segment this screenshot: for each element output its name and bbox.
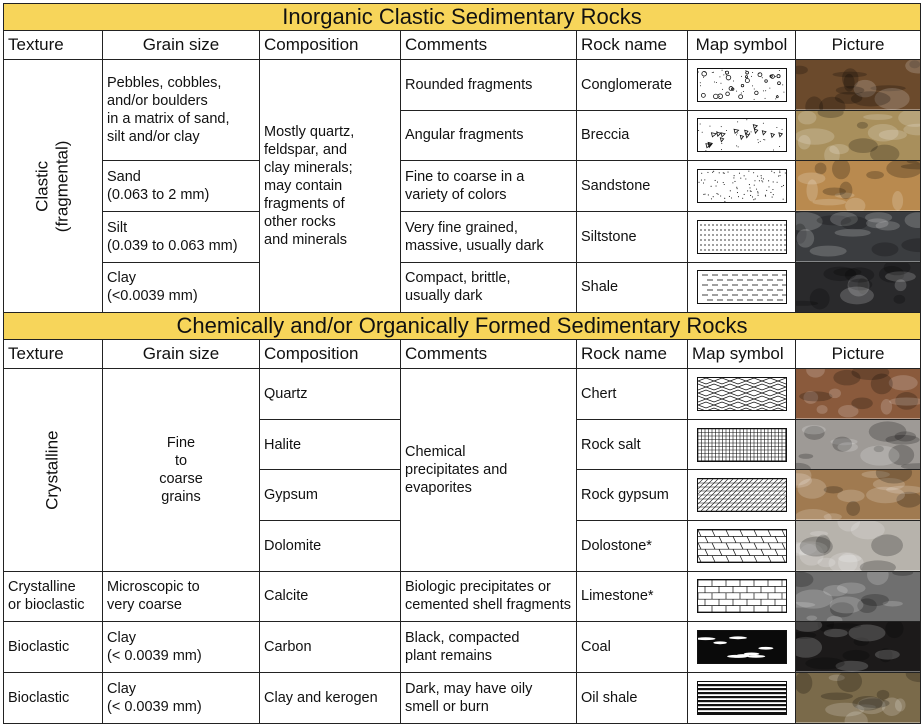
picture-other-0 (796, 572, 920, 622)
chemical-header-0: Texture (4, 340, 103, 369)
composition-0: Quartz (260, 369, 401, 420)
grain-size-gravel: Pebbles, cobbles, and/or boulders in a matrix of sand, silt and/or clay (103, 60, 260, 161)
grain-other-1: Clay (< 0.0039 mm) (103, 622, 260, 673)
rock-name-other-1: Coal (577, 622, 688, 673)
clastic-section-title: Inorganic Clastic Sedimentary Rocks (4, 4, 921, 31)
picture-breccia (796, 111, 920, 161)
picture-crystalline-3 (796, 521, 920, 571)
picture-crystalline-1 (796, 420, 920, 470)
clastic-header-5: Map symbol (688, 31, 796, 60)
rock-name-other-0: Limestone* (577, 571, 688, 622)
composition-other-1: Carbon (260, 622, 401, 673)
crystalline-texture-label: Crystalline (4, 369, 103, 572)
picture-shale (796, 263, 920, 313)
picture-crystalline-2 (796, 470, 920, 520)
crystalline-comment: Chemical precipitates and evaporites (401, 369, 577, 572)
rock-name-shale: Shale (577, 262, 688, 313)
picture-other-1 (796, 622, 920, 672)
grain-other-0: Microscopic to very coarse (103, 571, 260, 622)
rocks-table (3, 3, 921, 724)
grain-size-sand: Sand (0.063 to 2 mm) (103, 161, 260, 212)
composition-other-2: Clay and kerogen (260, 672, 401, 723)
comment-other-2: Dark, may have oily smell or burn (401, 672, 577, 723)
composition-2: Gypsum (260, 470, 401, 521)
breccia-pattern (697, 118, 787, 152)
grain-size-clay: Clay (<0.0039 mm) (103, 262, 260, 313)
rock-name-crystalline-1: Rock salt (577, 419, 688, 470)
chemical-header-2: Composition (260, 340, 401, 369)
comment-siltstone: Very fine grained, massive, usually dark (401, 211, 577, 262)
comment-other-0: Biologic precipitates or cemented shell fragments (401, 571, 577, 622)
picture-crystalline-0 (796, 369, 920, 419)
rock-salt-pattern (697, 428, 787, 462)
oil-shale-pattern (697, 681, 787, 715)
comment-other-1: Black, compacted plant remains (401, 622, 577, 673)
limestone-pattern (697, 579, 787, 613)
rock-name-siltstone: Siltstone (577, 211, 688, 262)
clastic-header-1: Grain size (103, 31, 260, 60)
grain-size-silt: Silt (0.039 to 0.063 mm) (103, 211, 260, 262)
rock-name-breccia: Breccia (577, 110, 688, 161)
clastic-header-6: Picture (796, 31, 921, 60)
clastic-texture-label: Clastic (fragmental) (4, 60, 103, 313)
clastic-header-3: Comments (401, 31, 577, 60)
rock-gypsum-pattern (697, 478, 787, 512)
shale-pattern (697, 270, 787, 304)
picture-sandstone (796, 161, 920, 211)
chemical-header-6: Picture (796, 340, 921, 369)
rock-name-sandstone: Sandstone (577, 161, 688, 212)
composition-3: Dolomite (260, 521, 401, 572)
siltstone-pattern (697, 220, 787, 254)
composition-1: Halite (260, 419, 401, 470)
clastic-header-2: Composition (260, 31, 401, 60)
texture-other-1: Bioclastic (4, 622, 103, 673)
dolostone-pattern (697, 529, 787, 563)
rock-name-crystalline-2: Rock gypsum (577, 470, 688, 521)
clastic-header-4: Rock name (577, 31, 688, 60)
picture-other-2 (796, 673, 920, 723)
composition-other-0: Calcite (260, 571, 401, 622)
chemical-header-5: Map symbol (688, 340, 796, 369)
crystalline-grain-size: Fine to coarse grains (103, 369, 260, 572)
picture-conglomerate (796, 60, 920, 110)
conglomerate-pattern (697, 68, 787, 102)
texture-other-0: Crystalline or bioclastic (4, 571, 103, 622)
chert-pattern (697, 377, 787, 411)
chemical-header-3: Comments (401, 340, 577, 369)
clastic-composition: Mostly quartz, feldspar, and clay minerals; may contain fragments of other rocks and minerals (260, 60, 401, 313)
texture-other-2: Bioclastic (4, 672, 103, 723)
chemical-section-title: Chemically and/or Organically Formed Sedimentary Rocks (4, 313, 921, 340)
coal-pattern (697, 630, 787, 664)
rock-name-crystalline-0: Chert (577, 369, 688, 420)
rock-name-conglomerate: Conglomerate (577, 60, 688, 111)
chemical-header-1: Grain size (103, 340, 260, 369)
rock-name-crystalline-3: Dolostone* (577, 521, 688, 572)
grain-other-2: Clay (< 0.0039 mm) (103, 672, 260, 723)
sandstone-pattern (697, 169, 787, 203)
picture-siltstone (796, 212, 920, 262)
chemical-header-4: Rock name (577, 340, 688, 369)
comment-conglomerate: Rounded fragments (401, 60, 577, 111)
rock-name-other-2: Oil shale (577, 672, 688, 723)
comment-sandstone: Fine to coarse in a variety of colors (401, 161, 577, 212)
comment-breccia: Angular fragments (401, 110, 577, 161)
comment-shale: Compact, brittle, usually dark (401, 262, 577, 313)
clastic-header-0: Texture (4, 31, 103, 60)
